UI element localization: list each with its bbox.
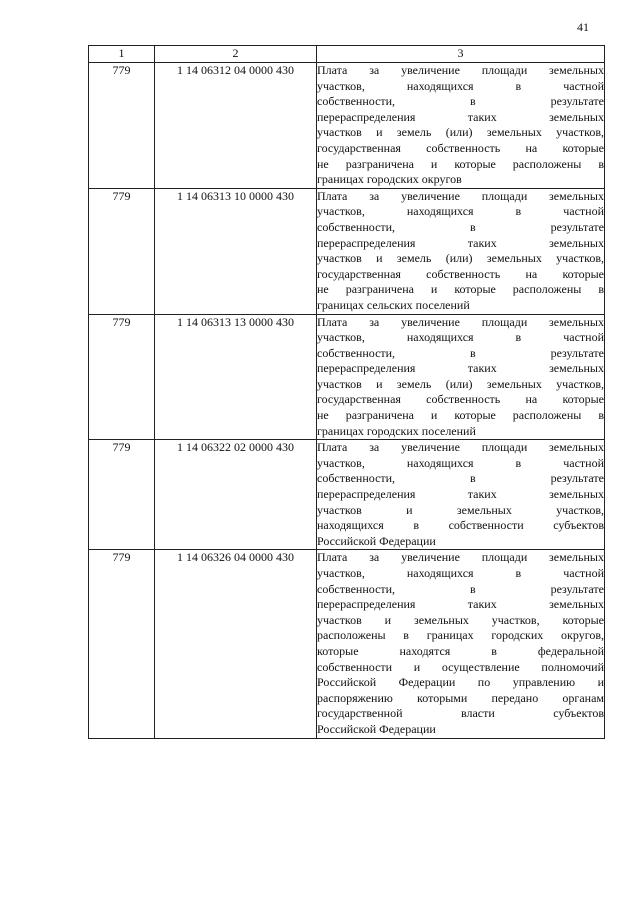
description-line: Плата за увеличение площади земельных xyxy=(317,188,604,203)
table-body xyxy=(89,63,605,739)
table-row xyxy=(89,63,605,189)
revenue-code-cell: 1 14 06326 04 0000 430 xyxy=(155,550,317,738)
description-line: участков, находящихся в частной xyxy=(317,78,604,93)
description-line: распоряжению которыми передано органам xyxy=(317,690,604,705)
revenue-description-cell xyxy=(317,63,605,189)
description-line: расположены в границах городских округов, xyxy=(317,628,604,643)
page-number: 41 xyxy=(577,20,589,34)
description-line: собственности, в результате xyxy=(317,471,604,486)
description-line: государственная собственность на которые xyxy=(317,266,604,281)
description-line: не разграничена и которые расположены в xyxy=(317,408,604,423)
administrator-code-cell: 779 xyxy=(89,188,155,314)
revenue-code-cell: 1 14 06313 13 0000 430 xyxy=(155,314,317,440)
description-line: перераспределения таких земельных xyxy=(317,597,604,612)
description-line: государственная собственность на которые xyxy=(317,392,604,407)
description-line: перераспределения таких земельных xyxy=(317,361,604,376)
description-line: Российской Федерации xyxy=(317,721,436,736)
description-line: Плата за увеличение площади земельных xyxy=(317,314,604,329)
description-line: государственной власти субъектов xyxy=(317,706,604,721)
revenue-description-cell xyxy=(317,550,605,738)
description-line: перераспределения таких земельных xyxy=(317,487,604,502)
revenue-code-cell: 1 14 06312 04 0000 430 xyxy=(155,63,317,189)
description-line: собственности, в результате xyxy=(317,94,604,109)
description-line: не разграничена и которые расположены в xyxy=(317,282,604,297)
table-row xyxy=(89,440,605,550)
description-line: Российской Федерации по управлению и xyxy=(317,675,604,690)
revenue-codes-table xyxy=(88,45,605,739)
description-line: находящихся в собственности субъектов xyxy=(317,518,604,533)
table-row xyxy=(89,188,605,314)
description-line: участков и земельных участков, которые xyxy=(317,612,604,627)
column-header-1: 1 xyxy=(89,46,155,63)
revenue-description-cell xyxy=(317,314,605,440)
revenue-description-cell xyxy=(317,440,605,550)
description-line: участков и земель (или) земельных участков, xyxy=(317,125,604,140)
column-header-2: 2 xyxy=(155,46,317,63)
table-row xyxy=(89,314,605,440)
revenue-description-cell xyxy=(317,188,605,314)
administrator-code-cell: 779 xyxy=(89,440,155,550)
description-line: границах городских поселений xyxy=(317,423,476,438)
description-line: участков, находящихся в частной xyxy=(317,566,604,580)
description-line: собственности, в результате xyxy=(317,345,604,360)
table-header-row xyxy=(89,46,605,63)
administrator-code-cell: 779 xyxy=(89,550,155,738)
description-line: Российской Федерации xyxy=(317,533,436,548)
description-line: перераспределения таких земельных xyxy=(317,235,604,250)
description-line: собственности, в результате xyxy=(317,219,604,234)
revenue-code-cell: 1 14 06322 02 0000 430 xyxy=(155,440,317,550)
description-line: которые находятся в федеральной xyxy=(317,643,604,658)
administrator-code-cell: 779 xyxy=(89,63,155,189)
description-line: участков, находящихся в частной xyxy=(317,455,604,470)
description-line: Плата за увеличение площади земельных xyxy=(317,63,604,77)
table-row xyxy=(89,550,605,738)
description-line: собственности и осуществление полномочий xyxy=(317,659,604,674)
description-line: участков, находящихся в частной xyxy=(317,204,604,219)
revenue-code-cell: 1 14 06313 10 0000 430 xyxy=(155,188,317,314)
description-line: границах сельских поселений xyxy=(317,297,470,312)
administrator-code-cell: 779 xyxy=(89,314,155,440)
description-line: государственная собственность на которые xyxy=(317,140,604,155)
description-line: участков и земель (или) земельных участков, xyxy=(317,376,604,391)
description-line: Плата за увеличение площади земельных xyxy=(317,550,604,565)
description-line: собственности, в результате xyxy=(317,581,604,596)
description-line: Плата за увеличение площади земельных xyxy=(317,440,604,455)
description-line: не разграничена и которые расположены в xyxy=(317,156,604,171)
description-line: участков и земель (или) земельных участков, xyxy=(317,251,604,266)
column-header-3: 3 xyxy=(317,46,605,63)
description-line: границах городских округов xyxy=(317,172,462,187)
description-line: участков, находящихся в частной xyxy=(317,330,604,345)
description-line: перераспределения таких земельных xyxy=(317,109,604,124)
description-line: участков и земельных участков, xyxy=(317,502,604,517)
